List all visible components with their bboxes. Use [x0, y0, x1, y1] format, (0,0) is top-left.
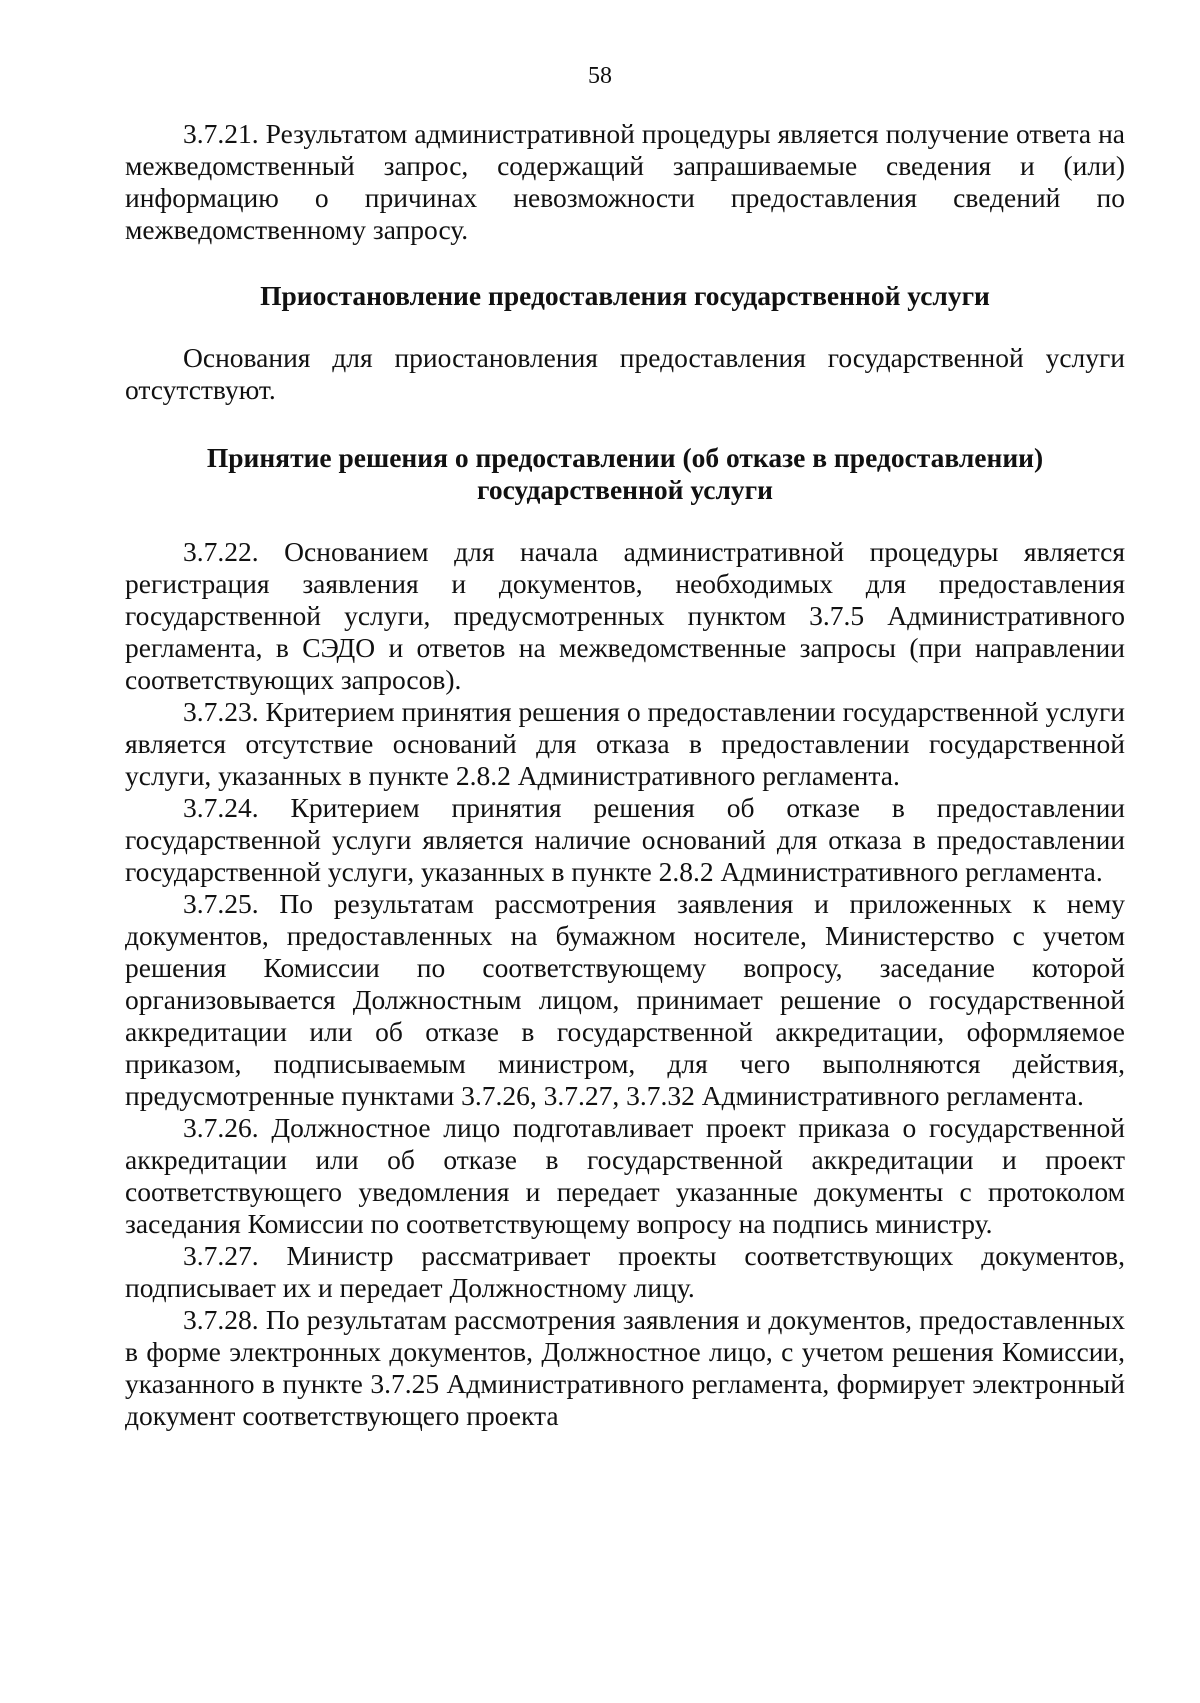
page-number: 58 [588, 63, 612, 89]
document-body [125, 118, 1125, 1432]
section-heading-decision-line1: Принятие решения о предоставлении (об отказе в предоставлении) [206, 442, 1044, 473]
paragraph-3-7-21: 3.7.21. Результатом административной процедуры является получение ответа на межведомственный запрос, содержащий запрашиваемые сведения и (или) информацию о причинах невозможности предоставления сведений по межведомственному запросу. [125, 118, 1125, 245]
paragraph-3-7-27: 3.7.27. Министр рассматривает проекты соответствующих документов, подписывает их и передает Должностному лицу. [125, 1240, 1125, 1303]
section-heading-suspension: Приостановление предоставления государственной услуги [260, 280, 990, 311]
paragraph-3-7-23: 3.7.23. Критерием принятия решения о предоставлении государственной услуги является отсутствие оснований для отказа в предоставлении государственной услуги, указанных в пункте 2.8.2 Административного регламента. [125, 696, 1125, 791]
paragraph-3-7-26: 3.7.26. Должностное лицо подготавливает проект приказа о государственной аккредитации или об отказе в государственной аккредитации и проект соответствующего уведомления и передает указанные документы с протоколом заседания Комиссии по соответствующему вопросу на подпись министру. [125, 1112, 1125, 1239]
paragraph-3-7-24: 3.7.24. Критерием принятия решения об отказе в предоставлении государственной услуги является наличие оснований для отказа в предоставлении государственной услуги, указанных в пункте 2.8.2 Административного регламента. [125, 792, 1125, 887]
paragraph-3-7-22: 3.7.22. Основанием для начала административной процедуры является регистрация заявления и документов, необходимых для предоставления государственной услуги, предусмотренных пунктом 3.7.5 Административного регламента, в СЭДО и ответов на межведомственные запросы (при направлении соответствующих запросов). [125, 536, 1125, 695]
paragraph-3-7-25: 3.7.25. По результатам рассмотрения заявления и приложенных к нему документов, предоставленных на бумажном носителе, Министерство с учетом решения Комиссии по соответствующему вопросу, заседание которой организовывается Должностным лицом, принимает решение о государственной аккредитации или об отказе в государственной аккредитации, оформляемое приказом, подписываемым министром, для чего выполняются действия, предусмотренные пунктами 3.7.26, 3.7.27, 3.7.32 Административного регламента. [125, 888, 1125, 1111]
paragraph-suspension-grounds: Основания для приостановления предоставления государственной услуги отсутствуют. [125, 342, 1125, 405]
section-decision-paragraphs [125, 536, 1125, 1432]
section-heading-decision [125, 442, 1125, 506]
paragraph-3-7-28: 3.7.28. По результатам рассмотрения заявления и документов, предоставленных в форме электронных документов, Должностное лицо, с учетом решения Комиссии, указанного в пункте 3.7.25 Административного регламента, формирует электронный документ соответствующего проекта [125, 1304, 1125, 1431]
section-heading-decision-line2: государственной услуги [477, 474, 773, 505]
